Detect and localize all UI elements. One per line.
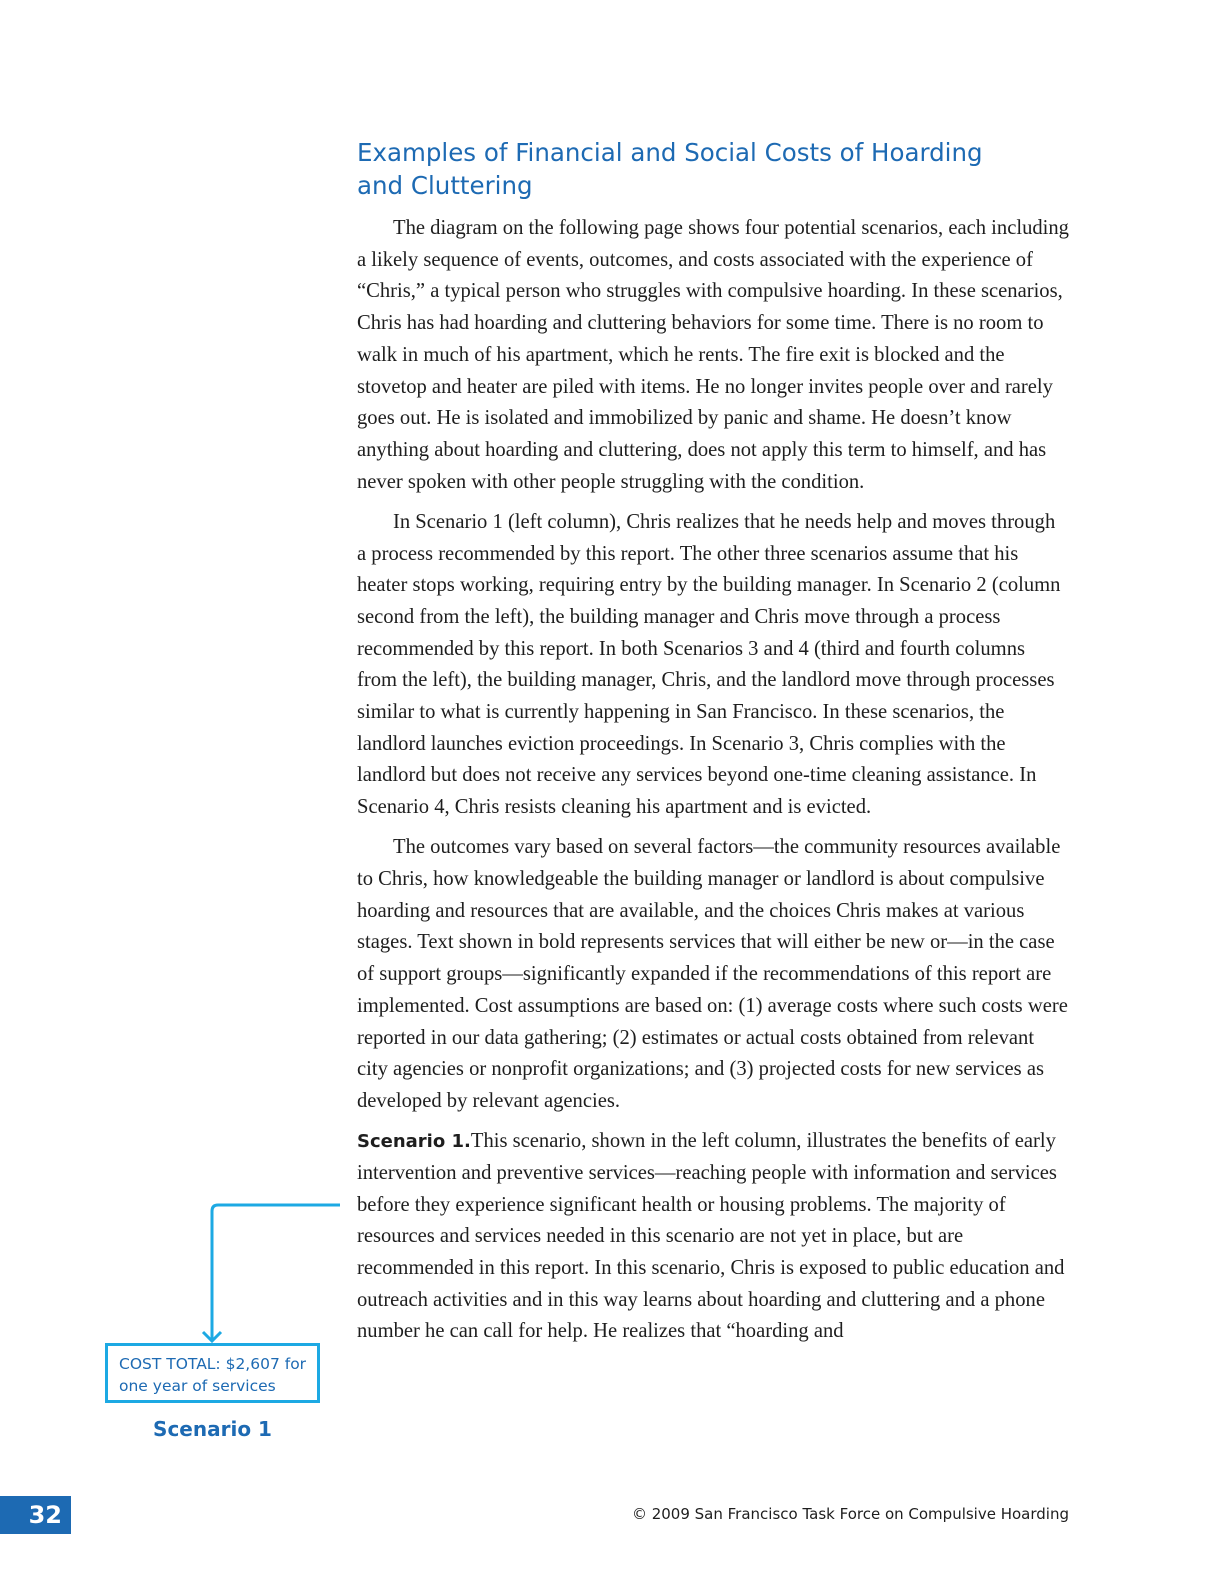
section-heading: Examples of Financial and Social Costs of Hoarding and Cluttering [357, 138, 983, 200]
page-number: 32 [0, 1496, 71, 1534]
paragraph-intro: The diagram on the following page shows four potential scenarios, each including a likely sequence of events, outcomes, and costs associated with the experience of “Chris,” a typical person who struggles with compulsive hoarding. In these scenarios, Chris has had hoarding and cluttering behaviors for some time. There is no room to walk in much of his apartment, which he rents. The fire exit is blocked and the stovetop and heater are piled with items. He no longer invites people over and rarely goes out. He is isolated and immobilized by panic and shame. He doesn’t know anything about hoarding and cluttering, does not apply this term to himself, and has never spoken with other people struggling with the condition. [357, 217, 1069, 493]
scenario-caption: Scenario 1 [153, 1417, 272, 1441]
footer-copyright: © 2009 San Francisco Task Force on Compulsive Hoarding [631, 1505, 1069, 1523]
connector-line [212, 1205, 340, 1340]
scenario-1-text: This scenario, shown in the left column, illustrates the benefits of early intervention and preventive services—reaching people with information and services before they experience significant health or housing problems. The majority of resources and services needed in this scenario are not yet in place, but are recommended in this report. In this scenario, Chris is exposed to public education and outreach activities and in this way learns about hoarding and cluttering and a phone number he can call for help. He realizes that “hoarding and [357, 1130, 1065, 1343]
paragraph-scenarios-overview: In Scenario 1 (left column), Chris realizes that he needs help and moves through a process recommended by this report. The other three scenarios assume that his heater stops working, requiring entry by the building manager. In Scenario 2 (column second from the left), the building manager and Chris move through a process recommended by this report. In both Scenarios 3 and 4 (third and fourth columns from the left), the building manager, Chris, and the landlord move through processes similar to what is currently happening in San Francisco. In these scenarios, the landlord launches eviction proceedings. In Scenario 3, Chris complies with the landlord but does not receive any services beyond one-time cleaning assistance. In Scenario 4, Chris resists cleaning his apartment and is evicted. [357, 510, 1061, 819]
cost-total-box [105, 1343, 320, 1403]
cost-total-line-1: COST TOTAL: $2,607 for [119, 1355, 307, 1373]
paragraph-outcomes: The outcomes vary based on several factors—the community resources available to Chris, how knowledgeable the building manager or landlord is about compulsive hoarding and resources that are available, and the choices Chris makes at various stages. Text shown in bold represents services that will either be new or—in the case of support groups—significantly expanded if the recommendations of this report are implemented. Cost assumptions are based on: (1) average costs where such costs were reported in our data gathering; (2) estimates or actual costs obtained from relevant city agencies or nonprofit organizations; and (3) projected costs for new services as developed by relevant agencies. [357, 836, 1068, 1112]
cost-total-line-2: one year of services [119, 1377, 276, 1395]
scenario-1-label: Scenario 1. [357, 1131, 471, 1153]
